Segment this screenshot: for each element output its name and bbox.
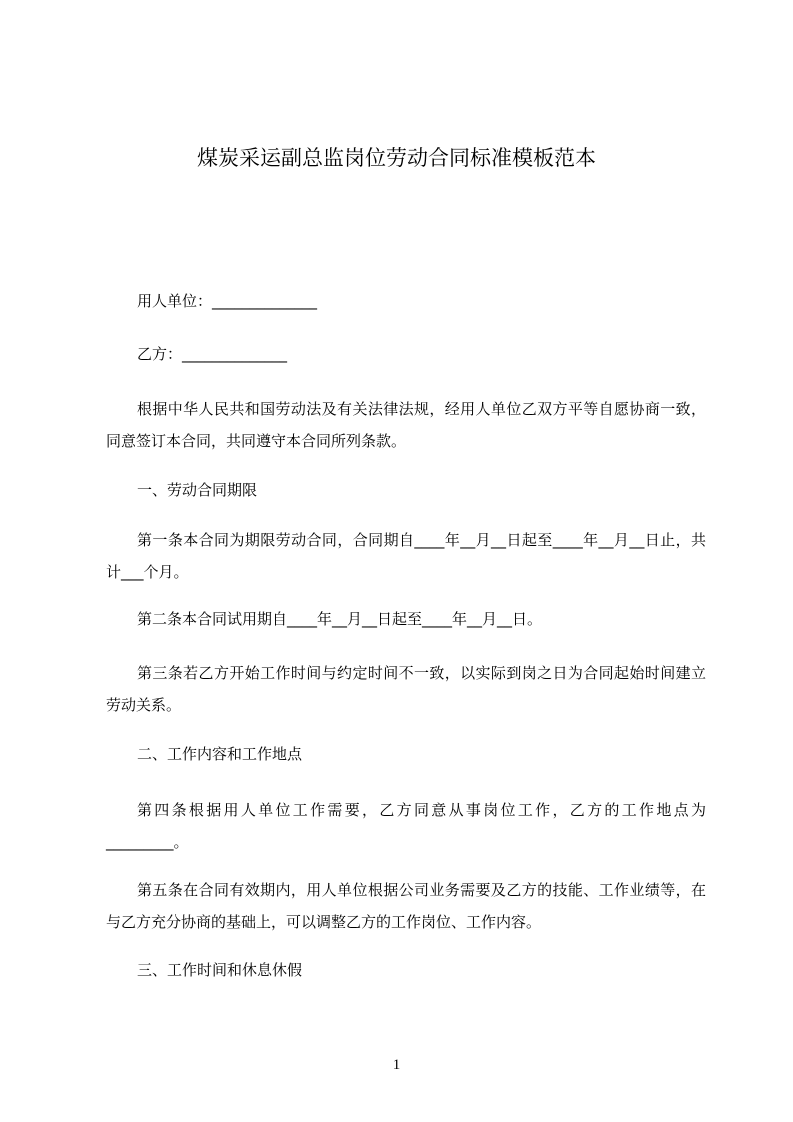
article-4: 第四条根据用人单位工作需要，乙方同意从事岗位工作，乙方的工作地点为_________。 [106,801,706,851]
article-3: 第三条若乙方开始工作时间与约定时间不一致，以实际到岗之日为合同起始时间建立劳动关系。 [106,664,706,714]
page-number: 1 [392,1057,401,1073]
section-heading-hours: 三、工作时间和休息休假 [137,961,303,979]
intro-paragraph: 根据中华人民共和国劳动法及有关法律法规，经用人单位乙双方平等自愿协商一致，同意签订本合同，共同遵守本合同所列条款。 [106,400,706,450]
section-heading-work: 二、工作内容和工作地点 [137,745,303,763]
article-1: 第一条本合同为期限劳动合同，合同期自____年__月__日起至____年__月__日止，共计___个月。 [106,531,706,581]
section-heading-term: 一、劳动合同期限 [137,481,258,499]
article-2: 第二条本合同试用期自____年__月__日起至____年__月__日。 [137,610,543,628]
employer-line: 用人单位：______________ [137,292,318,310]
document-title: 煤炭采运副总监岗位劳动合同标准模板范本 [197,146,596,170]
article-5: 第五条在合同有效期内，用人单位根据公司业务需要及乙方的技能、工作业绩等，在与乙方充分协商的基础上，可以调整乙方的工作岗位、工作内容。 [106,881,706,931]
party-b-line: 乙方：______________ [137,345,288,363]
